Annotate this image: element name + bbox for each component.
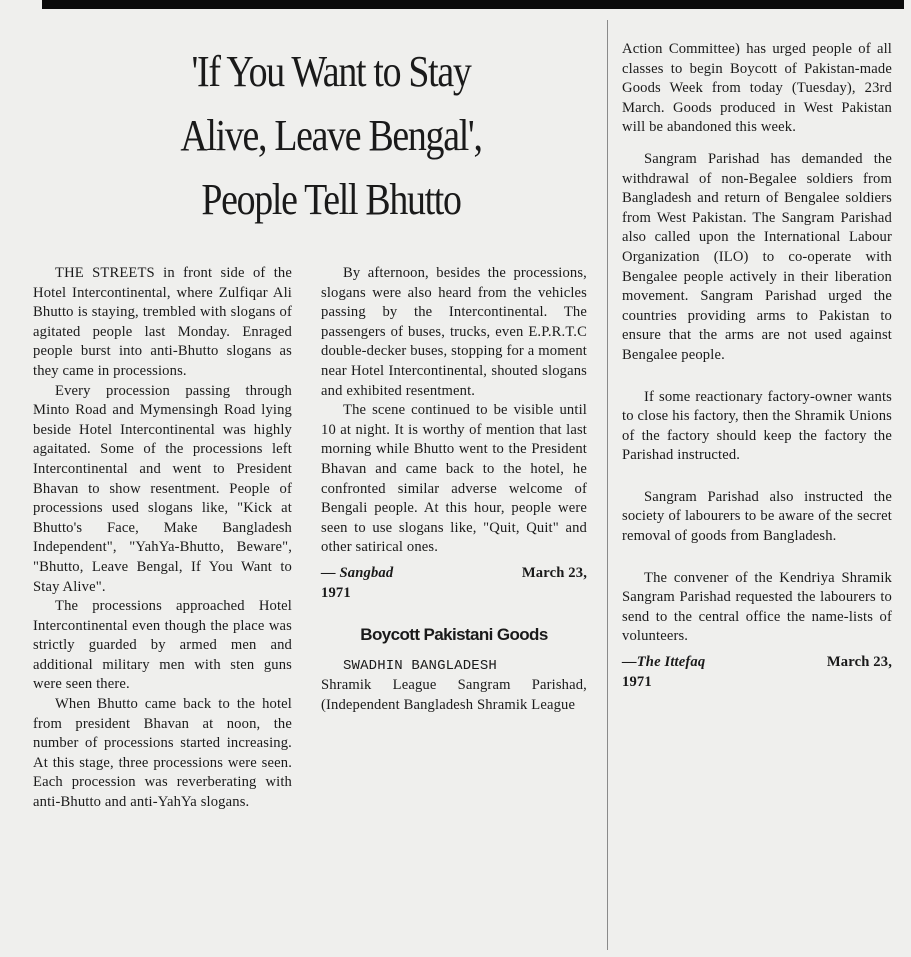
headline-line-3: People Tell Bhutto (201, 175, 461, 224)
story-column-2 (321, 264, 587, 715)
story-credit (321, 564, 587, 603)
column-divider (607, 20, 608, 950)
credit-date: March 23, (521, 564, 587, 581)
credit-source: — Sangbad (321, 564, 394, 581)
org-name: SWADHIN BANGLADESH (343, 657, 497, 674)
credit-source: —The Ittefaq (622, 654, 706, 671)
paragraph: Action Committee) has urged people of all classes to begin Boycott of Pakistan-made Goods Week from today (Tuesday), 23rd March. Goods produced in West Pakistan will be abandoned this week. (622, 41, 892, 136)
top-border-bar (42, 0, 904, 9)
story-column-3 (622, 40, 892, 692)
subhead: Boycott Pakistani Goods (360, 625, 548, 645)
credit-year: 1971 (321, 584, 351, 601)
paragraph: The scene continued to be visible until 10 at night. It is worthy of mention that last morning while Bhutto went to the President Bhavan and came back to the hotel, he confronted similar adverse welcome of Bengali people. At this hour, people were seen to use slogans like, "Quit, Quit" and other satirical ones. (321, 402, 587, 556)
paragraph: THE STREETS in front side of the Hotel Intercontinental, where Zulfiqar Ali Bhutto is staying, trembled with slogans of agitated people last Monday. Enraged people burst into anti-Bhutto slogans as they came in processions. (33, 265, 292, 379)
headline (98, 40, 564, 232)
paragraph: Every procession passing through Minto Road and Mymensingh Road lying beside Hotel Intercontinental was highly agaitated. Some of the processions left Intercontinental and went to President Bhavan to show resentment. People of processions used slogans like, "Kick at Bhutto's Face, Make Bangladesh Independent", "YahYa-Bhutto, Beware", "Bhutto, Leave Bengal, If You Want to Stay Alive". (33, 382, 292, 595)
credit-year: 1971 (622, 673, 652, 690)
headline-line-1: 'If You Want to Stay (191, 47, 471, 96)
paragraph: Sangram Parishad has demanded the withdrawal of non-Begalee soldiers from Bangladesh and return of Bengalee soldiers from West Pakistan. The Sangram Parishad also called upon the International Labour Organization (ILO) to co-operate with Bengalee people actively in their liberation movement. Sangram Parishad urged the countries providing arms to Pakistan to ensure that the arms are not used against Bengalee people. (622, 150, 892, 363)
paragraph: When Bhutto came back to the hotel from president Bhavan at noon, the number of processions started increasing. At this stage, three processions were seen. Each procession was reverberating with anti-Bhutto and anti-YahYa slogans. (33, 696, 292, 811)
credit-date: March 23, (826, 654, 892, 671)
paragraph: By afternoon, besides the processions, slogans were also heard from the vehicles passing by the Intercontinental. The passengers of buses, trucks, even E.P.R.T.C double-decker buses, stopping for a moment near Hotel Intercontinental, shouted slogans and exhibited resentment. (321, 265, 587, 399)
paragraph: The convener of the Kendriya Shramik Sangram Parishad requested the labourers to send to the central office the name-lists of volunteers. (622, 569, 892, 645)
headline-line-2: Alive, Leave Bengal', (180, 111, 482, 160)
paragraph: Sangram Parishad also instructed the society of labourers to be aware of the secret removal of goods from Bangladesh. (622, 488, 892, 545)
paragraph: If some reactionary factory-owner wants to close his factory, then the Shramik Unions of the factory should keep the factory the Parishad instructed. (622, 388, 892, 464)
paragraph: The processions approached Hotel Intercontinental even though the place was strictly guarded by armed men and additional military men with sten guns were seen there. (33, 598, 292, 693)
paragraph: Shramik League Sangram Parishad, (Independent Bangladesh Shramik League (321, 677, 587, 713)
story-credit (622, 653, 892, 692)
story-column-1 (33, 264, 292, 813)
